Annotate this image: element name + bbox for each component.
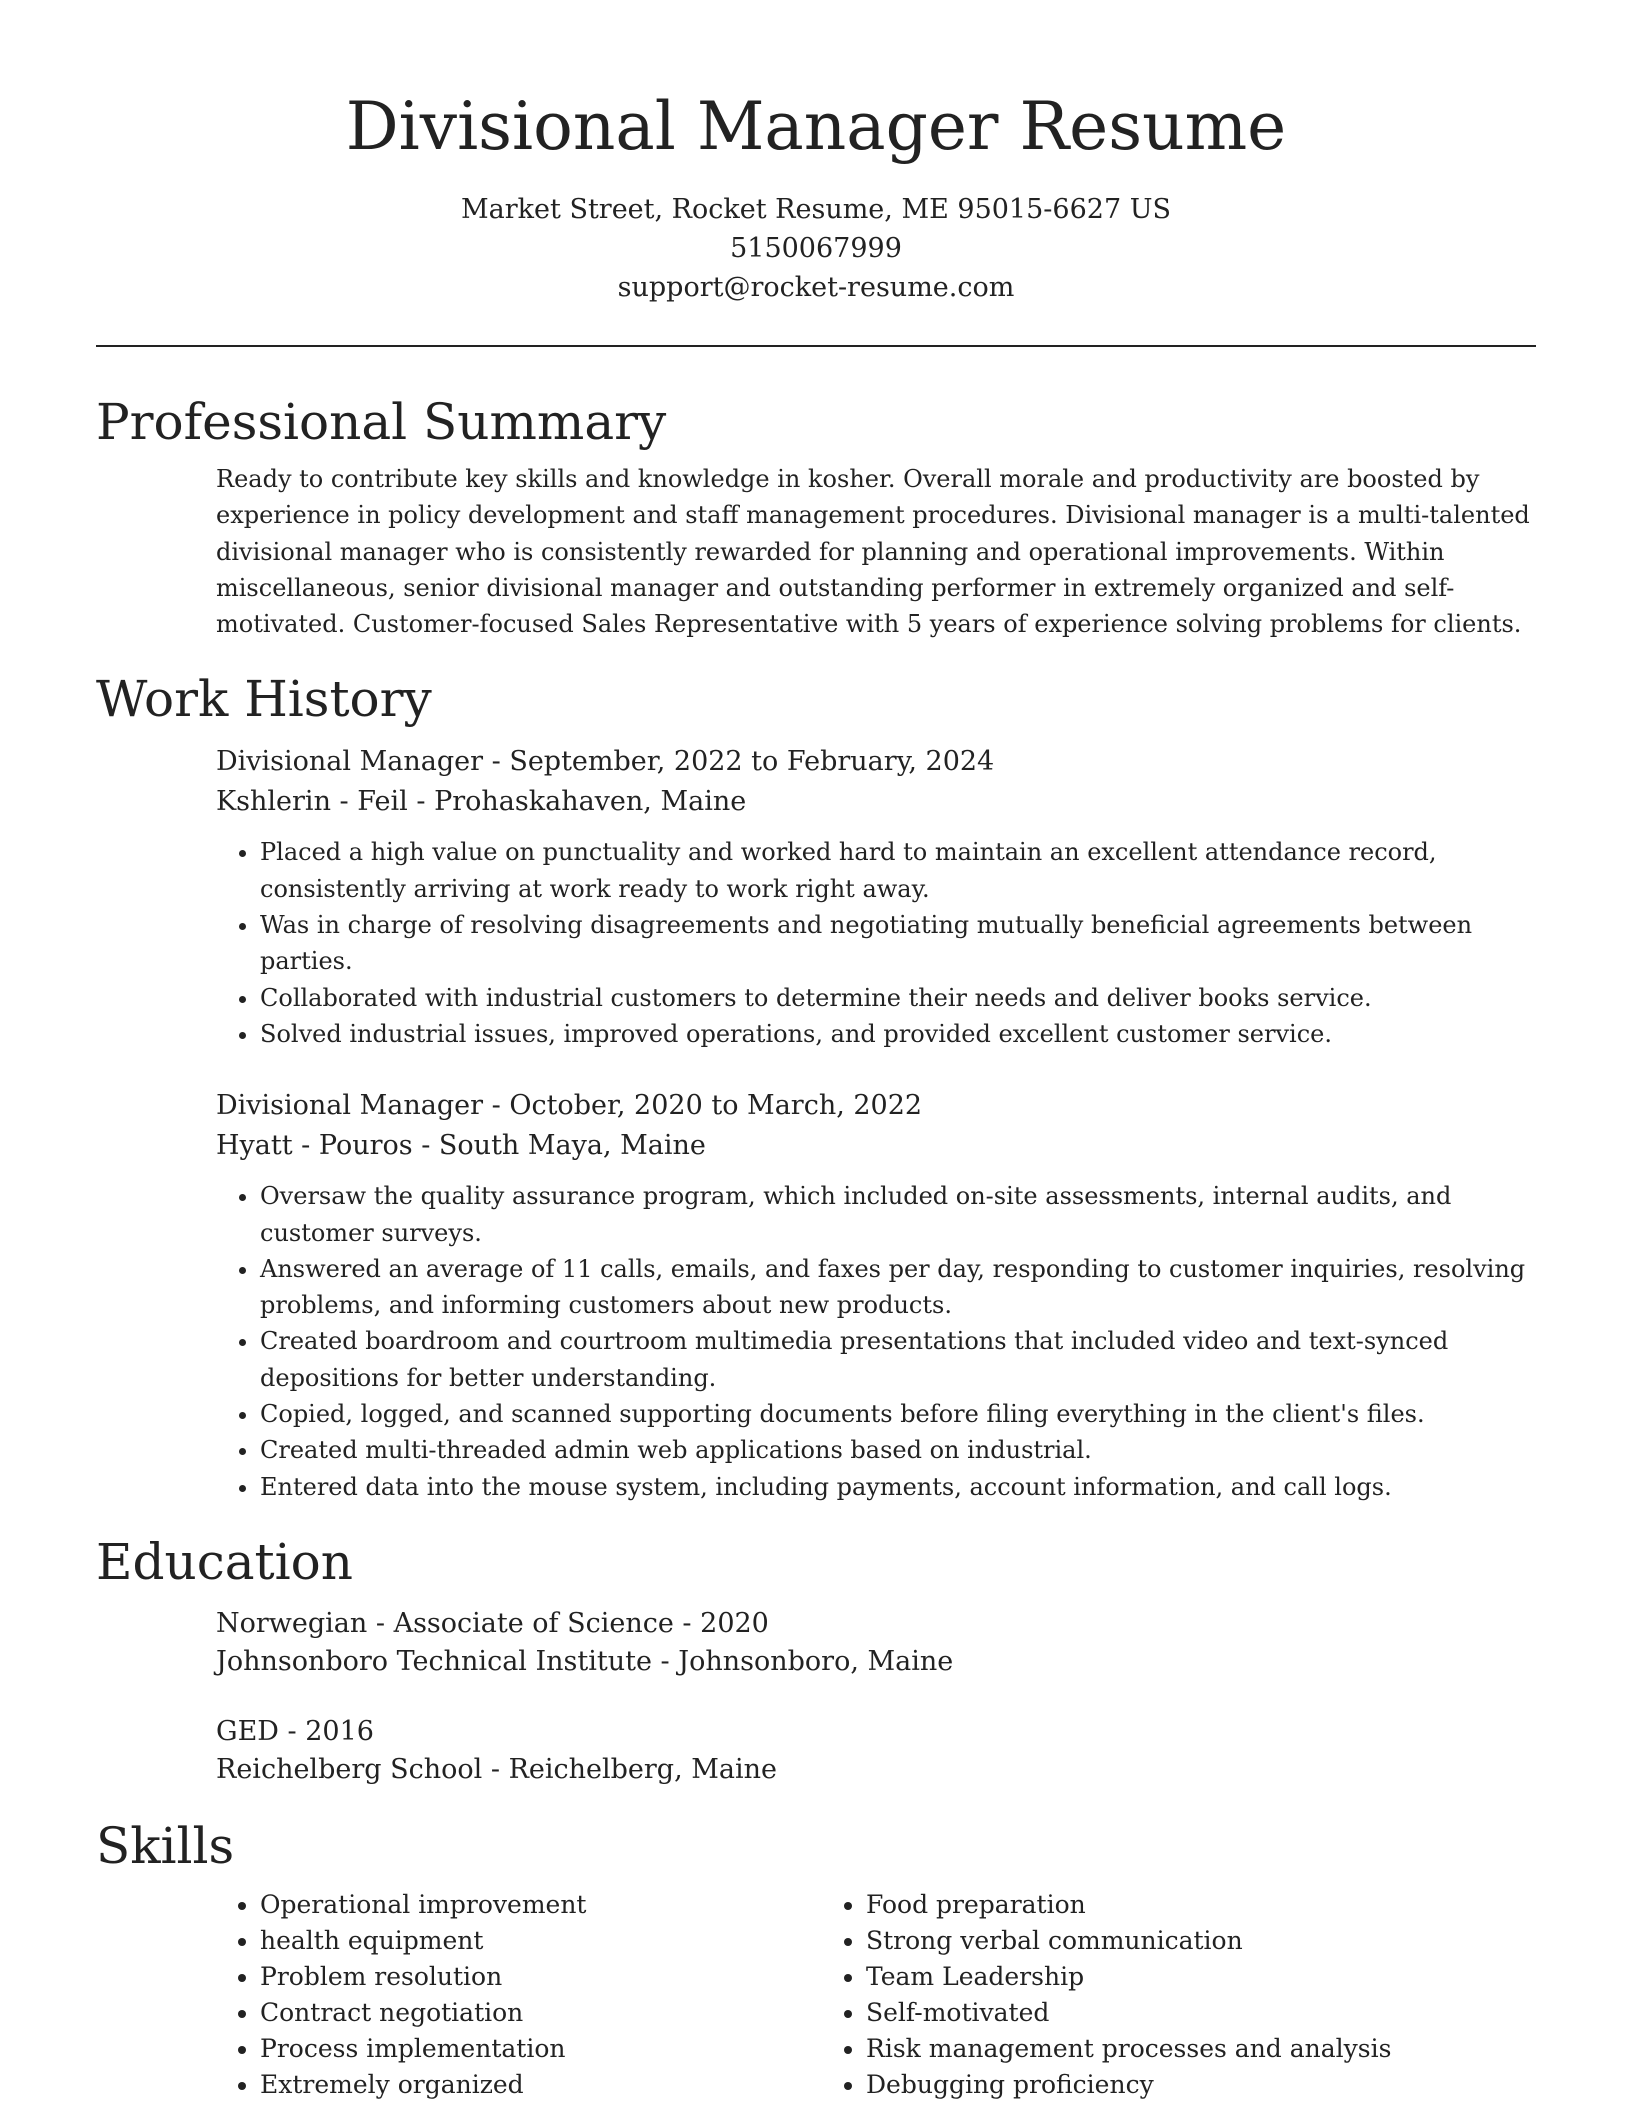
job-dates: September, 2022 to February, 2024 — [509, 746, 995, 778]
list-item: • Was in charge of resolving disagreements and negotiating mutually beneficial agreements between parties. — [260, 907, 1536, 980]
job-role: Divisional Manager — [216, 746, 484, 778]
separator: - — [407, 786, 435, 818]
job-bullets — [216, 834, 1536, 1052]
list-item: • Strong verbal communication — [866, 1923, 1428, 1959]
education-school: Reichelberg School — [216, 1753, 483, 1785]
skills-section — [96, 1811, 1536, 2103]
list-item: • Extremely organized — [260, 2067, 822, 2103]
education-entry — [216, 1605, 1536, 1681]
education-location: Reichelberg, Maine — [508, 1753, 777, 1785]
resume-header — [96, 0, 1536, 347]
list-item: • Contract negotiation — [260, 1995, 822, 2031]
job-title-line — [216, 742, 1536, 782]
list-item: • Placed a high value on punctuality and worked hard to maintain an excellent attendance record, consistently arriving at work ready to work right away. — [260, 834, 1536, 907]
list-item: • Created boardroom and courtroom multimedia presentations that included video and text-synced depositions for better understanding. — [260, 1323, 1536, 1396]
section-title-work: Work History — [96, 670, 432, 729]
job-company: Kshlerin - Feil — [216, 786, 408, 818]
job-company-line — [216, 782, 1536, 822]
separator: - — [651, 1645, 679, 1677]
work-history-section — [96, 664, 1536, 1504]
list-item: • Solved industrial issues, improved operations, and provided excellent customer service. — [260, 1016, 1536, 1052]
resume-title: Divisional Manager Resume — [345, 88, 1287, 165]
email: support@rocket-resume.com — [617, 272, 1015, 303]
skills-columns — [216, 1887, 1536, 2103]
address: Market Street, Rocket Resume, ME 95015-6627 US — [461, 194, 1171, 225]
list-item: • Team Leadership — [866, 1959, 1428, 1995]
education-section — [96, 1527, 1536, 1789]
list-item: • Entered data into the mouse system, including payments, account information, and call logs. — [260, 1469, 1536, 1505]
education-school: Johnsonboro Technical Institute — [216, 1645, 652, 1677]
job-role: Divisional Manager — [216, 1090, 484, 1122]
job-title-line — [216, 1086, 1536, 1126]
header-divider — [96, 345, 1536, 347]
job-location: Prohaskahaven, Maine — [434, 786, 747, 818]
job-dates: October, 2020 to March, 2022 — [509, 1090, 923, 1122]
list-item: • Debugging proficiency — [866, 2067, 1428, 2103]
education-degree: Norwegian - Associate of Science - 2020 — [216, 1607, 769, 1639]
list-item: • Created multi-threaded admin web applications based on industrial. — [260, 1432, 1536, 1468]
contact-info — [96, 190, 1536, 307]
list-item: • Risk management processes and analysis — [866, 2031, 1428, 2067]
education-degree: GED - 2016 — [216, 1715, 374, 1747]
list-item: • Process implementation — [260, 2031, 822, 2067]
professional-summary-section — [96, 387, 1536, 642]
list-item: • Problem resolution — [260, 1959, 822, 1995]
education-location: Johnsonboro, Maine — [678, 1645, 954, 1677]
job-entry — [216, 1086, 1536, 1505]
list-item: • Self-motivated — [866, 1995, 1428, 2031]
skills-list-right — [822, 1887, 1428, 2103]
job-bullets — [216, 1178, 1536, 1505]
phone: 5150067999 — [730, 233, 902, 264]
list-item: • Collaborated with industrial customers to determine their needs and deliver books service. — [260, 980, 1536, 1016]
list-item: • Operational improvement — [260, 1887, 822, 1923]
separator: - — [482, 1753, 509, 1785]
separator: - — [483, 746, 510, 778]
summary-text: Ready to contribute key skills and knowledge in kosher. Overall morale and productivity are boosted by experience in policy development and staff management procedures. Divisional manager is a multi-talented divisional manager who is consistently rewarded for planning and operational improvements. Within miscellaneous, senior divisional manager and outstanding performer in extremely organized and self-motivated. Customer-focused Sales Representative with 5 years of experience solving problems for clients. — [216, 465, 1530, 639]
list-item: • Copied, logged, and scanned supporting documents before filing everything in the client's files. — [260, 1396, 1536, 1432]
job-company-line — [216, 1126, 1536, 1166]
separator: - — [412, 1130, 439, 1162]
education-school-line — [216, 1751, 1536, 1789]
separator: - — [483, 1090, 510, 1122]
job-location: South Maya, Maine — [438, 1130, 706, 1162]
section-title-education: Education — [96, 1532, 353, 1591]
education-school-line — [216, 1643, 1536, 1681]
section-title-skills: Skills — [96, 1816, 235, 1875]
job-entry — [216, 742, 1536, 1052]
section-title-summary: Professional Summary — [96, 393, 667, 451]
list-item: • health equipment — [260, 1923, 822, 1959]
skills-list-left — [216, 1887, 822, 2103]
list-item: • Oversaw the quality assurance program, which included on-site assessments, internal audits, and customer surveys. — [260, 1178, 1536, 1251]
list-item: • Food preparation — [866, 1887, 1428, 1923]
job-company: Hyatt - Pouros — [216, 1130, 413, 1162]
resume-page — [96, 0, 1536, 2103]
education-entry — [216, 1713, 1536, 1789]
list-item: • Answered an average of 11 calls, emails, and faxes per day, responding to customer inquiries, resolving problems, and informing customers about new products. — [260, 1251, 1536, 1324]
